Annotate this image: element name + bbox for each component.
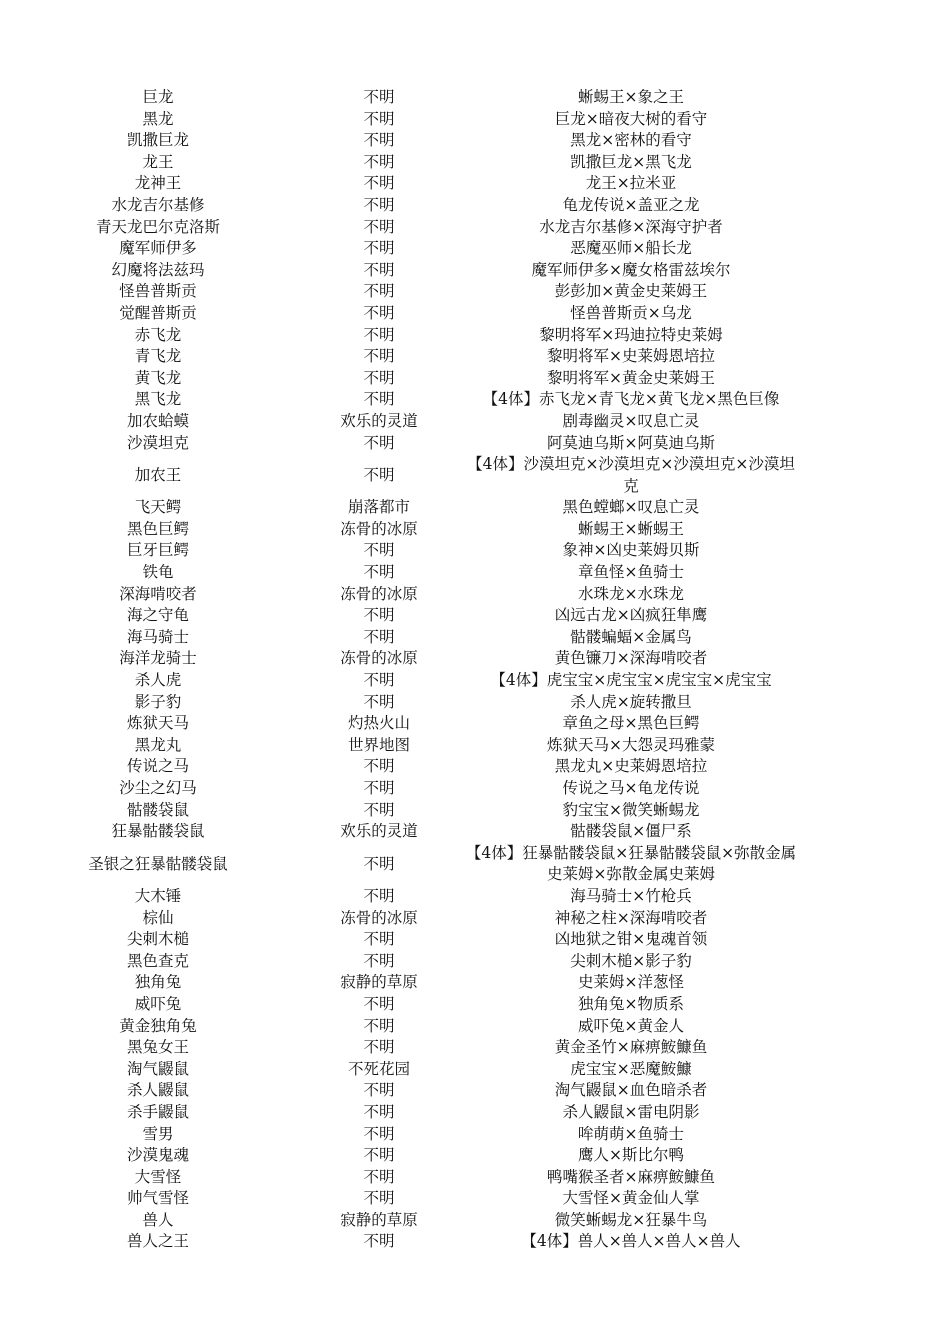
- location-cell: 不明: [363, 1167, 395, 1186]
- location-cell: 不明: [363, 692, 395, 711]
- fusion-recipe-cell: 【4体】兽人×兽人×兽人×兽人: [521, 1232, 741, 1251]
- table-row: [0, 260, 950, 282]
- table-row: [0, 87, 950, 109]
- table-row: [0, 411, 950, 433]
- table-row: [0, 346, 950, 368]
- location-cell: 不明: [363, 541, 395, 560]
- monster-name-cell: 赤飞龙: [134, 325, 182, 344]
- location-cell: 不明: [363, 1146, 395, 1165]
- location-cell: 不明: [363, 152, 395, 171]
- table-row: [0, 756, 950, 778]
- monster-name-cell: 圣银之狂暴骷髅袋鼠: [88, 854, 228, 873]
- monster-name-cell: 水龙吉尔基修: [111, 195, 205, 214]
- monster-name-cell: 大木锤: [134, 886, 182, 905]
- monster-name-cell: 兽人: [142, 1210, 174, 1229]
- table-row: [0, 778, 950, 800]
- monster-name-cell: 魔军师伊多: [119, 239, 197, 258]
- location-cell: 不明: [363, 347, 395, 366]
- monster-name-cell: 淘气鼹鼠: [126, 1059, 189, 1078]
- location-cell: 不明: [363, 1081, 395, 1100]
- table-row: [0, 908, 950, 930]
- location-cell: 不明: [363, 433, 395, 452]
- monster-name-cell: 海之守龟: [126, 606, 189, 625]
- fusion-recipe-cell: 威吓兔×黄金人: [578, 1016, 684, 1035]
- monster-name-cell: 海马骑士: [126, 627, 189, 646]
- fusion-recipe-cell: 虎宝宝×恶魔鮟鱇: [570, 1059, 692, 1078]
- monster-name-cell: 沙漠鬼魂: [126, 1146, 189, 1165]
- fusion-recipe-cell: 剧毒幽灵×叹息亡灵: [562, 411, 700, 430]
- location-cell: 不死花园: [347, 1059, 410, 1078]
- table-row: [0, 281, 950, 303]
- fusion-recipe-cell: 黄色镰刀×深海啃咬者: [554, 649, 708, 668]
- monster-name-cell: 幻魔将法兹玛: [111, 260, 205, 279]
- location-cell: 欢乐的灵道: [340, 822, 418, 841]
- fusion-recipe-cell: 【4体】赤飞龙×青飞龙×黄飞龙×黑色巨像: [482, 390, 780, 409]
- monster-name-cell: 铁龟: [142, 563, 174, 582]
- table-row: [0, 217, 950, 239]
- table-row: [0, 368, 950, 390]
- table-row: [0, 648, 950, 670]
- fusion-recipe-cell: 史莱姆×洋葱怪: [578, 973, 684, 992]
- table-row: [0, 605, 950, 627]
- fusion-recipe-cell: 章鱼之母×黑色巨鳄: [562, 714, 700, 733]
- location-cell: 不明: [363, 217, 395, 236]
- location-cell: 不明: [363, 951, 395, 970]
- monster-name-cell: 青天龙巴尔克洛斯: [95, 217, 220, 236]
- table-row: [0, 1124, 950, 1146]
- location-cell: 不明: [363, 239, 395, 258]
- fusion-recipe-cell: 黑色螳螂×叹息亡灵: [562, 498, 700, 517]
- location-cell: 崩落都市: [347, 498, 410, 517]
- location-cell: 不明: [363, 757, 395, 776]
- fusion-recipe-cell: 黎明将军×史莱姆恩培拉: [547, 347, 715, 366]
- table-row: [0, 1210, 950, 1232]
- monster-name-cell: 黑龙: [142, 109, 174, 128]
- location-cell: 灼热火山: [347, 714, 410, 733]
- fusion-recipe-cell: 杀人虎×旋转撒旦: [570, 692, 692, 711]
- fusion-recipe-cell: 骷髅蝙蝠×金属鸟: [570, 627, 692, 646]
- fusion-recipe-cell: 黎明将军×玛迪拉特史莱姆: [539, 325, 723, 344]
- monster-name-cell: 骷髅袋鼠: [126, 800, 189, 819]
- location-cell: 不明: [363, 282, 395, 301]
- location-cell: 世界地图: [347, 735, 410, 754]
- location-cell: 不明: [363, 930, 395, 949]
- fusion-recipe-cell: 杀人鼹鼠×雷电阴影: [562, 1102, 700, 1121]
- monster-name-cell: 沙漠坦克: [126, 433, 189, 452]
- table-row: [0, 886, 950, 908]
- monster-name-cell: 青飞龙: [134, 347, 182, 366]
- fusion-recipe-cell: 鹰人×斯比尔鸭: [578, 1146, 684, 1165]
- fusion-recipe-cell: 微笑蜥蜴龙×狂暴牛鸟: [554, 1210, 708, 1229]
- monster-name-cell: 影子豹: [134, 692, 182, 711]
- location-cell: 冻骨的冰原: [340, 908, 418, 927]
- fusion-recipe-cell: 黎明将军×黄金史莱姆王: [547, 368, 715, 387]
- table-row: [0, 1231, 950, 1253]
- table-row: [0, 109, 950, 131]
- monster-name-cell: 威吓兔: [134, 994, 182, 1013]
- table-row: [0, 692, 950, 714]
- monster-name-cell: 黄飞龙: [134, 368, 182, 387]
- monster-name-cell: 加农王: [134, 465, 182, 484]
- location-cell: 不明: [363, 131, 395, 150]
- location-cell: 冻骨的冰原: [340, 649, 418, 668]
- monster-name-cell: 巨牙巨鳄: [126, 541, 189, 560]
- table-row: [0, 195, 950, 217]
- monster-name-cell: 海洋龙骑士: [119, 649, 197, 668]
- fusion-recipe-cell: 黑龙丸×史莱姆恩培拉: [554, 757, 708, 776]
- location-cell: 不明: [363, 88, 395, 106]
- table-row: [0, 152, 950, 174]
- table-row: [0, 433, 950, 455]
- monster-name-cell: 觉醒普斯贡: [119, 303, 197, 322]
- fusion-recipe-cell: 黑龙×密林的看守: [570, 131, 692, 150]
- location-cell: 不明: [363, 671, 395, 690]
- table-row: [0, 972, 950, 994]
- fusion-recipe-cell: 哞萌萌×鱼骑士: [578, 1124, 684, 1143]
- fusion-recipe-cell: 阿莫迪乌斯×阿莫迪乌斯: [547, 433, 715, 452]
- table-row: [0, 735, 950, 757]
- fusion-recipe-cell: 传说之马×龟龙传说: [562, 779, 700, 797]
- monster-name-cell: 龙神王: [134, 174, 182, 193]
- monster-name-cell: 怪兽普斯贡: [119, 282, 197, 301]
- fusion-recipe-cell: 巨龙×暗夜大树的看守: [554, 109, 708, 128]
- fusion-recipe-cell: 象神×凶史莱姆贝斯: [562, 541, 700, 560]
- table-row: [0, 1188, 950, 1210]
- monster-name-cell: 尖刺木槌: [126, 930, 189, 949]
- fusion-recipe-cell: 独角兔×物质系: [578, 994, 684, 1013]
- fusion-recipe-cell: 怪兽普斯贡×乌龙: [570, 303, 692, 322]
- fusion-recipe-cell: 豹宝宝×微笑蜥蜴龙: [562, 800, 700, 819]
- fusion-recipe-cell: 恶魔巫师×船长龙: [570, 239, 692, 258]
- location-cell: 不明: [363, 390, 395, 409]
- table-row: [0, 627, 950, 649]
- fusion-recipe-cell: 蜥蜴王×象之王: [578, 88, 684, 106]
- location-cell: 不明: [363, 563, 395, 582]
- location-cell: 不明: [363, 195, 395, 214]
- location-cell: 不明: [363, 1102, 395, 1121]
- monster-name-cell: 杀人鼹鼠: [126, 1081, 189, 1100]
- location-cell: 不明: [363, 303, 395, 322]
- fusion-recipe-cell: 【4体】沙漠坦克×沙漠坦克×沙漠坦克×沙漠坦克: [467, 455, 795, 495]
- table-row: [0, 303, 950, 325]
- table-row: [0, 238, 950, 260]
- fusion-recipe-cell: 黄金圣竹×麻痹鮟鱇鱼: [554, 1038, 708, 1057]
- table-row: [0, 562, 950, 584]
- location-cell: 不明: [363, 1016, 395, 1035]
- location-cell: 不明: [363, 109, 395, 128]
- monster-name-cell: 黑飞龙: [134, 390, 182, 409]
- location-cell: 不明: [363, 465, 395, 484]
- monster-fusion-table: [0, 87, 950, 1253]
- table-row: [0, 670, 950, 692]
- table-row: [0, 454, 950, 497]
- table-row: [0, 800, 950, 822]
- fusion-recipe-cell: 水珠龙×水珠龙: [578, 584, 684, 603]
- monster-name-cell: 黑兔女王: [126, 1038, 189, 1057]
- location-cell: 欢乐的灵道: [340, 411, 418, 430]
- monster-name-cell: 加农蛤蟆: [126, 411, 189, 430]
- monster-name-cell: 雪男: [142, 1124, 174, 1143]
- location-cell: 寂静的草原: [340, 973, 418, 992]
- table-row: [0, 497, 950, 519]
- location-cell: 不明: [363, 627, 395, 646]
- monster-name-cell: 黑色查克: [126, 951, 189, 970]
- table-row: [0, 325, 950, 347]
- location-cell: 不明: [363, 368, 395, 387]
- monster-name-cell: 狂暴骷髅袋鼠: [111, 822, 205, 841]
- table-row: [0, 519, 950, 541]
- fusion-recipe-cell: 龙王×拉米亚: [585, 174, 677, 193]
- fusion-recipe-cell: 【4体】狂暴骷髅袋鼠×狂暴骷髅袋鼠×弥散金属史莱姆×弥散金属史莱姆: [465, 843, 797, 884]
- table-row: [0, 994, 950, 1016]
- monster-name-cell: 炼狱天马: [126, 714, 189, 733]
- table-row: [0, 713, 950, 735]
- table-row: [0, 1059, 950, 1081]
- table-row: [0, 821, 950, 843]
- monster-name-cell: 黑龙丸: [134, 735, 182, 754]
- monster-name-cell: 飞天鳄: [134, 498, 182, 517]
- table-row: [0, 1037, 950, 1059]
- table-row: [0, 1167, 950, 1189]
- fusion-recipe-cell: 水龙吉尔基修×深海守护者: [539, 217, 723, 236]
- fusion-recipe-cell: 海马骑士×竹枪兵: [570, 886, 692, 905]
- fusion-recipe-cell: 鸭嘴猴圣者×麻痹鮟鱇鱼: [547, 1167, 715, 1186]
- table-row: [0, 1145, 950, 1167]
- fusion-recipe-cell: 凶地狱之钳×鬼魂首领: [554, 930, 708, 949]
- location-cell: 不明: [363, 854, 395, 873]
- table-row: [0, 173, 950, 195]
- location-cell: 不明: [363, 606, 395, 625]
- fusion-recipe-cell: 蜥蜴王×蜥蜴王: [578, 519, 684, 538]
- fusion-recipe-cell: 大雪怪×黄金仙人掌: [562, 1189, 700, 1208]
- fusion-recipe-cell: 炼狱天马×大怨灵玛雅蒙: [547, 735, 715, 754]
- location-cell: 不明: [363, 994, 395, 1013]
- table-row: [0, 584, 950, 606]
- fusion-recipe-cell: 凶远古龙×凶疯狂隼鹰: [554, 606, 708, 625]
- table-row: [0, 843, 950, 886]
- monster-name-cell: 龙王: [142, 152, 174, 171]
- fusion-recipe-cell: 龟龙传说×盖亚之龙: [562, 195, 700, 214]
- monster-name-cell: 传说之马: [126, 757, 189, 776]
- location-cell: 不明: [363, 1232, 395, 1251]
- location-cell: 不明: [363, 260, 395, 279]
- monster-name-cell: 兽人之王: [126, 1232, 189, 1251]
- monster-name-cell: 杀手鼹鼠: [126, 1102, 189, 1121]
- fusion-recipe-cell: 【4体】虎宝宝×虎宝宝×虎宝宝×虎宝宝: [490, 671, 772, 690]
- monster-name-cell: 凯撒巨龙: [126, 131, 189, 150]
- fusion-recipe-cell: 章鱼怪×鱼骑士: [578, 563, 684, 582]
- location-cell: 不明: [363, 1124, 395, 1143]
- fusion-recipe-cell: 彭彭加×黄金史莱姆王: [554, 282, 708, 301]
- table-row: [0, 1080, 950, 1102]
- monster-name-cell: 深海啃咬者: [119, 584, 197, 603]
- fusion-recipe-cell: 凯撒巨龙×黑飞龙: [570, 152, 692, 171]
- table-row: [0, 540, 950, 562]
- location-cell: 不明: [363, 779, 395, 797]
- location-cell: 不明: [363, 886, 395, 905]
- table-body: [0, 87, 950, 1253]
- fusion-recipe-cell: 骷髅袋鼠×僵尸系: [570, 822, 692, 841]
- monster-name-cell: 黑色巨鳄: [126, 519, 189, 538]
- monster-name-cell: 沙尘之幻马: [119, 779, 197, 797]
- location-cell: 冻骨的冰原: [340, 519, 418, 538]
- location-cell: 不明: [363, 325, 395, 344]
- location-cell: 寂静的草原: [340, 1210, 418, 1229]
- table-row: [0, 130, 950, 152]
- monster-name-cell: 棕仙: [142, 908, 174, 927]
- location-cell: 冻骨的冰原: [340, 584, 418, 603]
- location-cell: 不明: [363, 174, 395, 193]
- location-cell: 不明: [363, 800, 395, 819]
- fusion-recipe-cell: 魔军师伊多×魔女格雷兹埃尔: [531, 260, 731, 279]
- location-cell: 不明: [363, 1038, 395, 1057]
- monster-name-cell: 帅气雪怪: [126, 1189, 189, 1208]
- monster-name-cell: 大雪怪: [134, 1167, 182, 1186]
- table-row: [0, 929, 950, 951]
- table-row: [0, 951, 950, 973]
- table-row: [0, 1102, 950, 1124]
- monster-name-cell: 杀人虎: [134, 671, 182, 690]
- fusion-recipe-cell: 尖刺木槌×影子豹: [570, 951, 692, 970]
- monster-name-cell: 独角兔: [134, 973, 182, 992]
- fusion-recipe-cell: 淘气鼹鼠×血色暗杀者: [554, 1081, 708, 1100]
- fusion-recipe-cell: 神秘之柱×深海啃咬者: [554, 908, 708, 927]
- table-row: [0, 389, 950, 411]
- location-cell: 不明: [363, 1189, 395, 1208]
- monster-name-cell: 巨龙: [142, 88, 174, 106]
- table-row: [0, 1016, 950, 1038]
- monster-name-cell: 黄金独角兔: [119, 1016, 197, 1035]
